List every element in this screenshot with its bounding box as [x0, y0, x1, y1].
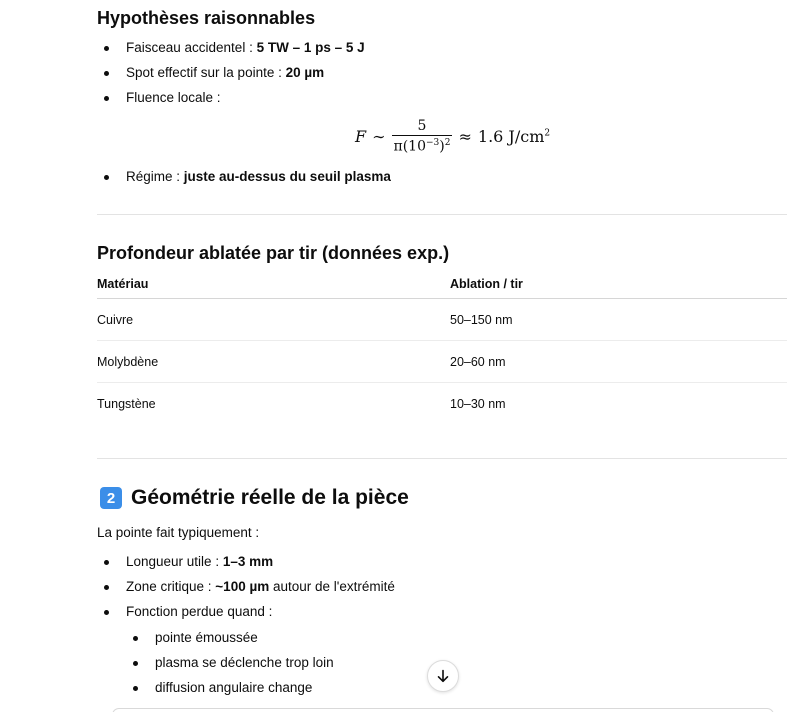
table-row	[97, 299, 787, 341]
list-item: Fonction perdue quand :	[97, 603, 272, 621]
formula-sim: ∼	[372, 126, 386, 146]
table-cell: 20–60 nm	[450, 354, 506, 369]
formula-approx: ≈	[458, 126, 472, 146]
list-item: Zone critique : ~100 µm autour de l'extrémité	[97, 578, 395, 596]
table-cell: Molybdène	[97, 354, 159, 369]
table-cell: 10–30 nm	[450, 396, 506, 411]
hypotheses-heading: Hypothèses raisonnables	[97, 8, 316, 28]
divider	[97, 458, 787, 459]
scroll-to-bottom-button[interactable]	[427, 660, 459, 692]
keycap-two-icon: 2	[100, 487, 122, 509]
formula-result: 1.6 $J/cm^2$	[477, 126, 551, 146]
table-row	[97, 341, 787, 383]
list-item: diffusion angulaire change	[97, 679, 312, 697]
list-item: plasma se déclenche trop loin	[97, 654, 334, 672]
formula-denominator: $\pi(10^{-3})^2$	[392, 135, 453, 155]
composer-edge	[112, 708, 774, 712]
table-cell: Tungstène	[97, 396, 156, 411]
geometry-title: Géométrie réelle de la pièce	[131, 486, 409, 509]
header-ablation: Ablation / tir	[450, 277, 523, 291]
ablation-table	[97, 270, 787, 424]
list-item: pointe émoussée	[97, 629, 258, 647]
arrow-down-icon	[436, 669, 450, 683]
list-item: Faisceau accidentel : 5 TW – 1 ps – 5 J	[97, 39, 365, 57]
formula-lhs: F	[355, 126, 367, 146]
divider	[97, 214, 787, 215]
formula-numerator: 5	[417, 118, 427, 134]
table-header-row	[97, 270, 787, 299]
table-cell: 50–150 nm	[450, 312, 513, 327]
list-item: Spot effectif sur la pointe : 20 µm	[97, 64, 324, 82]
header-material: Matériau	[97, 277, 149, 291]
table-cell: Cuivre	[97, 312, 134, 327]
geometry-intro: La pointe fait typiquement :	[97, 525, 260, 540]
table-row	[97, 383, 787, 424]
list-item: Fluence locale :	[97, 89, 221, 107]
list-item: Régime : juste au-dessus du seuil plasma	[97, 168, 391, 186]
fluence-formula	[355, 118, 550, 155]
list-item: Longueur utile : 1–3 mm	[97, 553, 273, 571]
formula-fraction	[392, 118, 453, 155]
ablation-heading: Profondeur ablatée par tir (données exp.)	[97, 243, 450, 263]
geometry-heading	[100, 486, 409, 510]
